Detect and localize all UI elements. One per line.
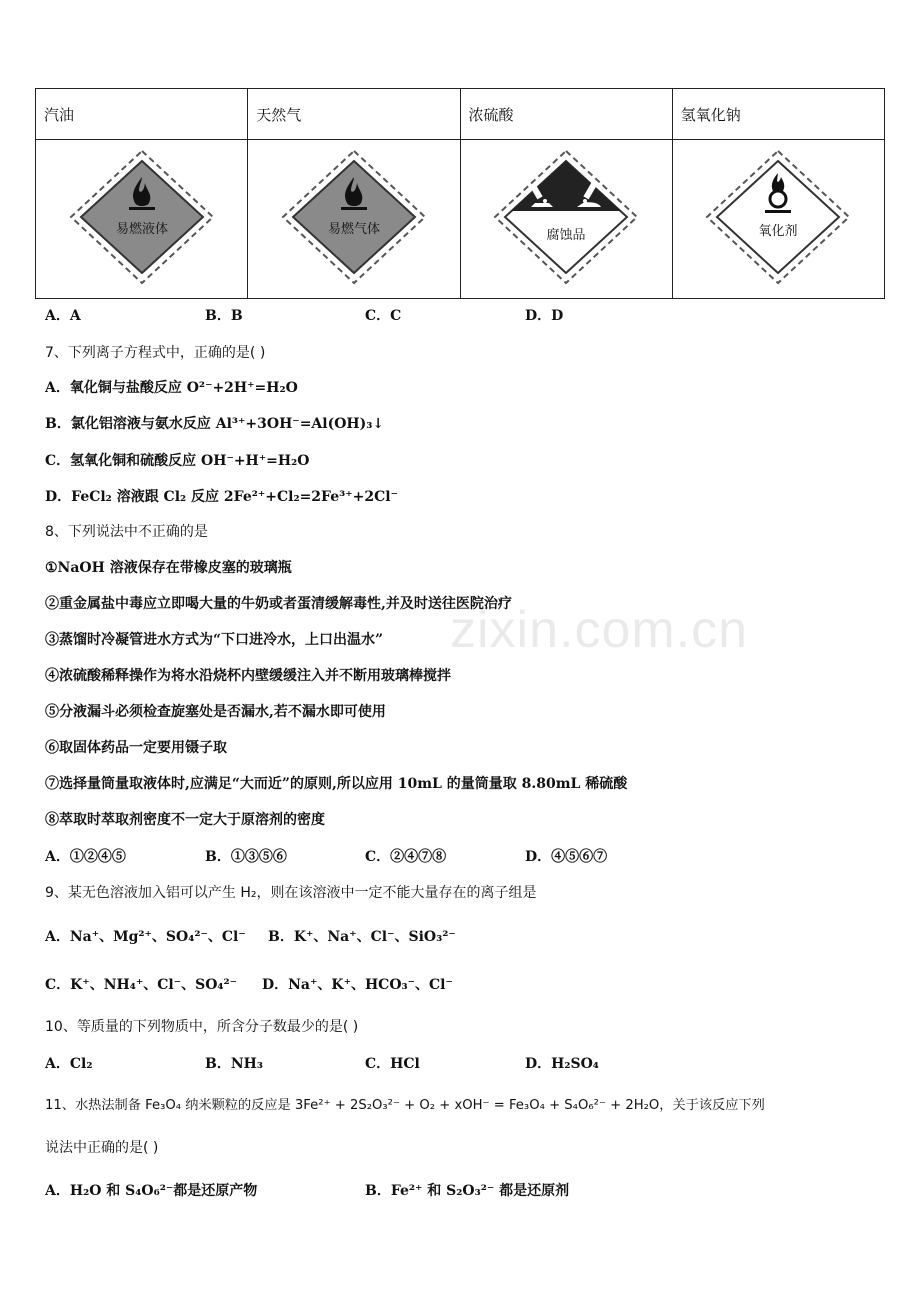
q10-stem: 10、等质量的下列物质中，所含分子数最少的是( ) — [45, 1019, 359, 1035]
q8-item-8: ⑧萃取时萃取剂密度不一定大于原溶剂的密度 — [45, 812, 325, 828]
q7-option-a: A．氧化铜与盐酸反应 O²⁻+2H⁺=H₂O — [45, 380, 298, 396]
q10-option-a: A．Cl₂ — [45, 1056, 93, 1072]
header-cell: 浓硫酸 — [460, 89, 672, 140]
q8-item-6: ⑥取固体药品一定要用镊子取 — [45, 740, 227, 756]
q9-option-b: B．K⁺、Na⁺、Cl⁻、SiO₃²⁻ — [268, 929, 456, 945]
q7-option-d: D．FeCl₂ 溶液跟 Cl₂ 反应 2Fe²⁺+Cl₂=2Fe³⁺+2Cl⁻ — [45, 489, 398, 505]
q8-item-5: ⑤分液漏斗必须检查旋塞处是否漏水,若不漏水即可使用 — [45, 704, 386, 720]
header-cell: 天然气 — [248, 89, 460, 140]
sign-label: 易燃液体 — [115, 222, 168, 237]
q9-stem: 9、某无色溶液加入铝可以产生 H₂，则在该溶液中一定不能大量存在的离子组是 — [45, 885, 537, 901]
q7-option-c: C．氢氧化铜和硫酸反应 OH⁻+H⁺=H₂O — [45, 453, 310, 469]
q11-stem-line1: 11、水热法制备 Fe₃O₄ 纳米颗粒的反应是 3Fe²⁺ + 2S₂O₃²⁻ + O₂ + xOH⁻ = Fe₃O₄ + S₄O₆²⁻ + 2H₂O，关于该反应下列 — [45, 1098, 765, 1113]
sign-cell — [460, 140, 672, 299]
q11-stem-line2: 说法中正确的是( ) — [45, 1140, 159, 1156]
table-header-row — [36, 89, 885, 140]
sign-cell — [36, 140, 248, 299]
q7-stem: 7、下列离子方程式中，正确的是( ) — [45, 345, 266, 361]
q11-option-b: B．Fe²⁺ 和 S₂O₃²⁻ 都是还原剂 — [365, 1183, 570, 1199]
sign-cell — [672, 140, 884, 299]
q8-item-3: ③蒸馏时冷凝管进水方式为“下口进冷水，上口出温水” — [45, 632, 384, 648]
sign-label: 易燃气体 — [327, 222, 380, 237]
q8-item-1: ①NaOH 溶液保存在带橡皮塞的玻璃瓶 — [45, 560, 292, 576]
hazard-table — [35, 88, 885, 299]
hazard-diamond-flammable-gas — [279, 147, 429, 287]
header-cell: 汽油 — [36, 89, 248, 140]
watermark: zixin.com.cn — [450, 601, 749, 659]
hazard-diamond-oxidizer — [703, 147, 853, 287]
sign-cell — [248, 140, 460, 299]
q10-option-b: B．NH₃ — [205, 1056, 263, 1072]
q6-option-a: A．A — [45, 308, 81, 324]
q8-option-d: D．④⑤⑥⑦ — [525, 849, 608, 865]
q10-option-d: D．H₂SO₄ — [525, 1056, 599, 1072]
q6-option-c: C．C — [365, 308, 402, 324]
q9-option-d: D．Na⁺、K⁺、HCO₃⁻、Cl⁻ — [262, 977, 453, 993]
table-sign-row — [36, 140, 885, 299]
q8-item-2: ②重金属盐中毒应立即喝大量的牛奶或者蛋清缓解毒性,并及时送往医院治疗 — [45, 596, 512, 612]
q11-option-a: A．H₂O 和 S₄O₆²⁻都是还原产物 — [45, 1183, 258, 1199]
sign-label: 氧化剂 — [758, 224, 798, 239]
sign-label: 腐蚀品 — [546, 228, 586, 243]
q8-option-b: B．①③⑤⑥ — [205, 849, 287, 865]
q8-stem: 8、下列说法中不正确的是 — [45, 524, 208, 540]
header-cell: 氢氧化钠 — [672, 89, 884, 140]
q8-option-a: A．①②④⑤ — [45, 849, 126, 865]
q6-option-d: D．D — [525, 308, 564, 324]
q10-option-c: C．HCl — [365, 1056, 420, 1072]
q8-item-4: ④浓硫酸稀释操作为将水沿烧杯内壁缓缓注入并不断用玻璃棒搅拌 — [45, 668, 451, 684]
q9-option-a: A．Na⁺、Mg²⁺、SO₄²⁻、Cl⁻ — [45, 929, 246, 945]
q7-option-b: B．氯化铝溶液与氨水反应 Al³⁺+3OH⁻=Al(OH)₃↓ — [45, 416, 385, 432]
hazard-diamond-flammable-liquid — [67, 147, 217, 287]
q8-item-7: ⑦选择量筒量取液体时,应满足“大而近”的原则,所以应用 10mL 的量筒量取 8.80mL 稀硫酸 — [45, 776, 628, 792]
q8-option-c: C．②④⑦⑧ — [365, 849, 447, 865]
q9-option-c: C．K⁺、NH₄⁺、Cl⁻、SO₄²⁻ — [45, 977, 238, 993]
hazard-diamond-corrosive — [491, 147, 641, 287]
q6-option-b: B．B — [205, 308, 243, 324]
